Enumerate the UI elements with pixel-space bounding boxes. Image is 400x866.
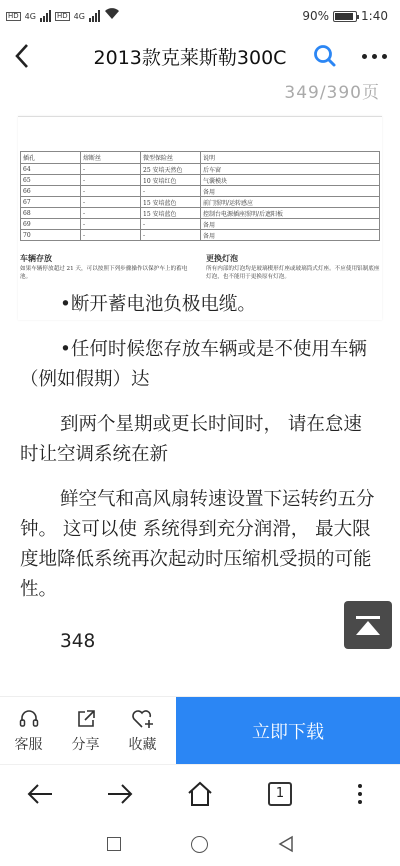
document-viewer[interactable] xyxy=(0,80,400,696)
heart-plus-icon xyxy=(131,708,155,730)
table-header: 熔断丝 xyxy=(81,152,141,164)
table-header-row xyxy=(21,152,380,164)
home-button-icon[interactable] xyxy=(191,836,208,853)
browser-forward-icon[interactable] xyxy=(90,765,150,823)
table-cell: 15 安培蓝色 xyxy=(141,208,201,219)
section-body: 如果车辆停放超过 21 天，可以按照下列步骤操作以保护车上的蓄电池。 xyxy=(20,266,188,280)
table-cell: 70 xyxy=(21,230,81,241)
vehicle-storage-section xyxy=(20,253,190,281)
table-cell: - xyxy=(81,219,141,230)
nav-bar xyxy=(0,32,400,80)
table-row xyxy=(21,219,380,230)
tabs-button[interactable] xyxy=(250,765,310,823)
section-heading: 更换灯泡 xyxy=(206,253,238,263)
scroll-top-bar-icon xyxy=(356,616,380,619)
table-row xyxy=(21,186,380,197)
table-cell: 备用 xyxy=(201,230,380,241)
back-icon[interactable] xyxy=(0,32,44,80)
table-cell: - xyxy=(81,208,141,219)
network-type-2: 4G xyxy=(73,11,85,21)
table-cell: - xyxy=(81,186,141,197)
table-cell: 68 xyxy=(21,208,81,219)
table-cell: - xyxy=(81,197,141,208)
action-bar xyxy=(0,696,400,764)
paragraph: 到两个星期或更长时间时， 请在怠速时让空调系统在新 xyxy=(20,414,362,465)
paragraph: 鲜空气和高风扇转速设置下运转约五分钟。 这可以使 系统得到充分润滑， 最大限度地降低系统再次起动时压缩机受损的可能性。 xyxy=(20,489,375,600)
section-heading: 车辆存放 xyxy=(20,253,52,263)
table-cell: 后车窗 xyxy=(201,164,380,175)
table-cell: 备用 xyxy=(201,219,380,230)
headset-icon xyxy=(18,708,40,730)
table-header: 微型保险丝 xyxy=(141,152,201,164)
arrow-up-icon xyxy=(356,621,380,635)
table-header: 说明 xyxy=(201,152,380,164)
hd-badge: HD xyxy=(8,11,19,20)
table-cell: 67 xyxy=(21,197,81,208)
table-row xyxy=(21,230,380,241)
share-label: 分享 xyxy=(71,736,100,753)
menu-icon[interactable] xyxy=(330,765,390,823)
signal-icon-2 xyxy=(89,10,100,22)
hd-badge-2: HD xyxy=(56,11,68,20)
customer-service-button[interactable] xyxy=(0,697,57,764)
search-icon[interactable] xyxy=(302,32,348,80)
system-back-icon[interactable] xyxy=(278,835,294,853)
table-cell: 前门照明/运转感应 xyxy=(201,197,380,208)
table-cell: 64 xyxy=(21,164,81,175)
table-cell: 气囊模块 xyxy=(201,175,380,186)
page-title: 2013款克莱斯勒300C xyxy=(93,46,287,69)
signal-icon xyxy=(40,10,51,22)
table-cell: - xyxy=(141,186,201,197)
system-navigation xyxy=(0,822,400,866)
table-cell: 10 安培红色 xyxy=(141,175,201,186)
table-row xyxy=(21,197,380,208)
status-left xyxy=(6,8,120,24)
paragraph: •断开蓄电池负极电缆。 xyxy=(60,294,256,315)
browser-back-icon[interactable] xyxy=(10,765,70,823)
favorite-button[interactable] xyxy=(114,697,171,764)
table-cell: 65 xyxy=(21,175,81,186)
wifi-icon xyxy=(104,8,120,24)
bulb-replacement-section xyxy=(206,253,382,281)
status-right xyxy=(302,9,388,23)
section-body: 所有内部的灯泡均是玻璃楔形灯座或玻璃筒式灯座。不应使用铝制底座灯泡，也不能用于更换原有灯泡。 xyxy=(206,266,380,280)
favorite-label: 收藏 xyxy=(128,736,157,753)
network-type: 4G xyxy=(24,11,36,21)
table-cell: - xyxy=(141,219,201,230)
paragraph: •任何时候您存放车辆或是不使用车辆（例如假期）达 xyxy=(20,339,367,390)
table-cell: - xyxy=(81,175,141,186)
more-icon[interactable] xyxy=(348,32,400,80)
table-header: 插孔 xyxy=(21,152,81,164)
table-cell: 备用 xyxy=(201,186,380,197)
article-text xyxy=(0,290,400,657)
service-label: 客服 xyxy=(14,736,43,753)
fuse-table xyxy=(20,151,380,241)
table-cell: - xyxy=(81,164,141,175)
table-cell: 控制台电源插座照明/后遮阳板 xyxy=(201,208,380,219)
browser-toolbar xyxy=(0,764,400,822)
page-number: 348 xyxy=(60,631,96,652)
clock: 1:40 xyxy=(361,9,388,23)
table-row xyxy=(21,164,380,175)
table-cell: 66 xyxy=(21,186,81,197)
table-cell: 25 安培天然色 xyxy=(141,164,201,175)
home-icon[interactable] xyxy=(170,765,230,823)
table-row xyxy=(21,175,380,186)
download-button[interactable]: 立即下载 xyxy=(176,697,400,765)
tabs-count: 1 xyxy=(268,782,292,806)
share-icon xyxy=(75,708,97,730)
table-cell: 69 xyxy=(21,219,81,230)
table-cell: - xyxy=(81,230,141,241)
table-row xyxy=(21,208,380,219)
status-bar xyxy=(0,0,400,32)
share-button[interactable] xyxy=(57,697,114,764)
scroll-to-top-button[interactable] xyxy=(344,601,392,649)
table-cell: 15 安培蓝色 xyxy=(141,197,201,208)
battery-icon xyxy=(333,11,357,22)
table-cell: - xyxy=(141,230,201,241)
page-counter: 349/390页 xyxy=(284,83,380,103)
recent-apps-icon[interactable] xyxy=(107,837,121,851)
battery-percent: 90% xyxy=(302,9,330,23)
